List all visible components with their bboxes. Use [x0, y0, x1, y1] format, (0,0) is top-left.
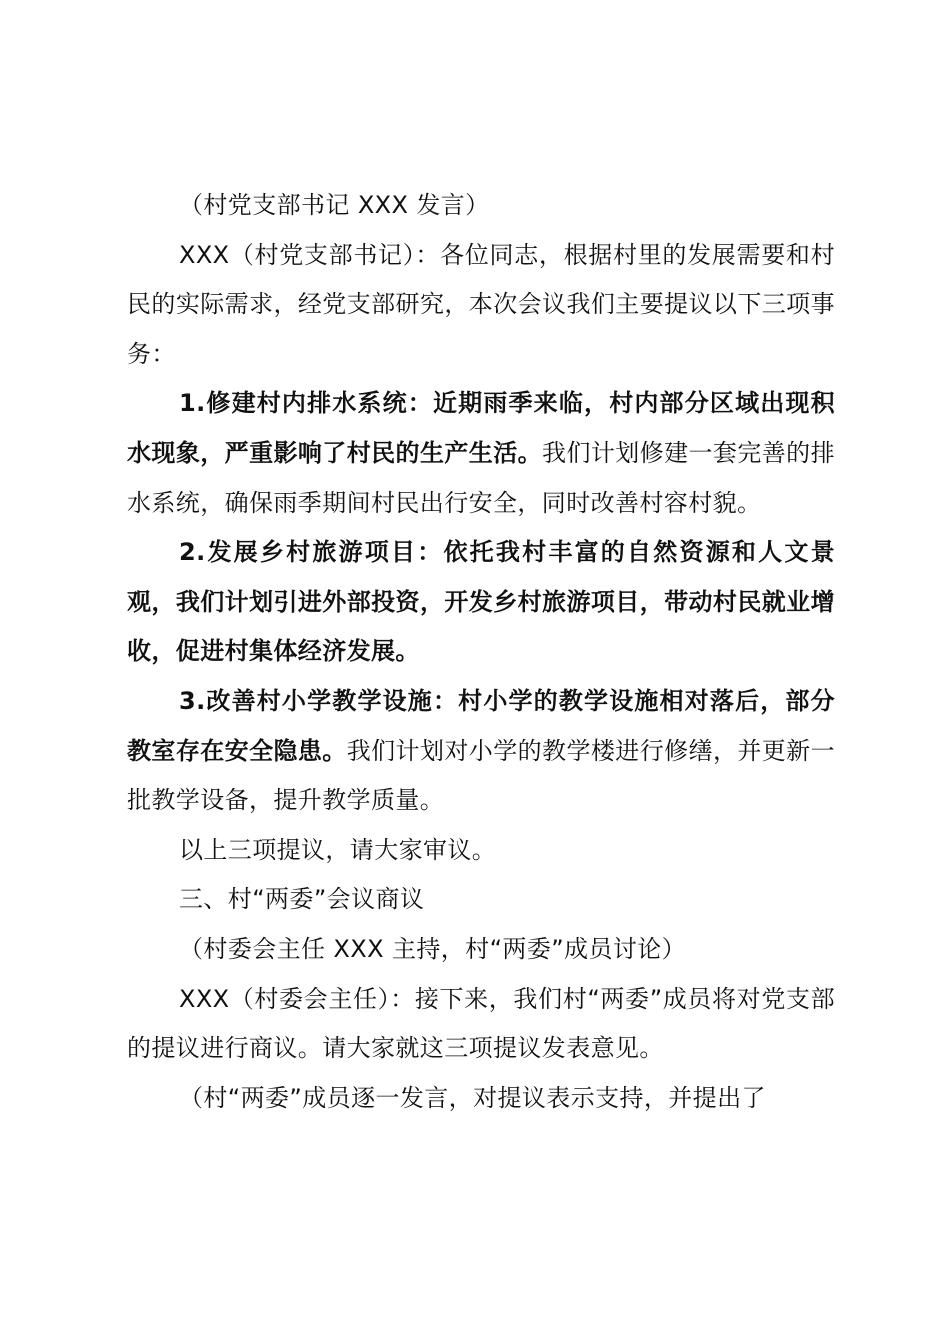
- proposal-1-paragraph: [127, 379, 835, 528]
- paragraph-text: XXX（村委会主任）：接下来，我们村“两委”成员将对党支部的提议进行商议。请大家就这三项提议发表意见。: [127, 984, 835, 1063]
- secretary-speech-paragraph: [127, 231, 835, 380]
- proposal-1-text: 我们计划修建一套完善的排水系统，确保雨季期间村民出行安全，同时改善村容村貌。: [127, 438, 835, 517]
- paragraph-text: XXX（村党支部书记）：各位同志，根据村里的发展需要和村民的实际需求，经党支部研究，本次会议我们主要提议以下三项事务：: [127, 240, 835, 368]
- proposal-2-heading: 2.发展乡村旅游项目：依托我村丰富的自然资源和人文景观，我们计划引进外部投资，开发乡村旅游项目，带动村民就业增收，促进村集体经济发展。: [127, 538, 835, 666]
- host-note-paragraph: [127, 925, 835, 975]
- section-heading-text: 三、村“两委”会议商议: [179, 885, 425, 914]
- paragraph-text: （村党支部书记 XXX 发言）: [179, 191, 490, 219]
- document-body: [127, 181, 835, 1123]
- proposal-3-paragraph: [127, 677, 835, 826]
- proposal-2-paragraph: [127, 528, 835, 677]
- section-heading: [127, 875, 835, 925]
- members-discussion-paragraph: [127, 1074, 835, 1124]
- paragraph-text: （村委会主任 XXX 主持，村“两委”成员讨论）: [179, 934, 687, 963]
- proposal-1-heading: 1.修建村内排水系统：近期雨季来临，村内部分区域出现积水现象，严重影响了村民的生产生活。: [127, 389, 835, 467]
- speaker-note-paragraph: [127, 181, 835, 231]
- proposal-3-text: 我们计划对小学的教学楼进行修缮，并更新一批教学设备，提升教学质量。: [127, 736, 835, 815]
- paragraph-text: 以上三项提议，请大家审议。: [179, 835, 497, 864]
- paragraph-text: （村“两委”成员逐一发言，对提议表示支持，并提出了: [179, 1083, 766, 1112]
- proposal-3-heading: 3.改善村小学教学设施：村小学的教学设施相对落后，部分教室存在安全隐患。: [127, 686, 835, 765]
- director-speech-paragraph: [127, 975, 835, 1074]
- review-request-paragraph: [127, 826, 835, 876]
